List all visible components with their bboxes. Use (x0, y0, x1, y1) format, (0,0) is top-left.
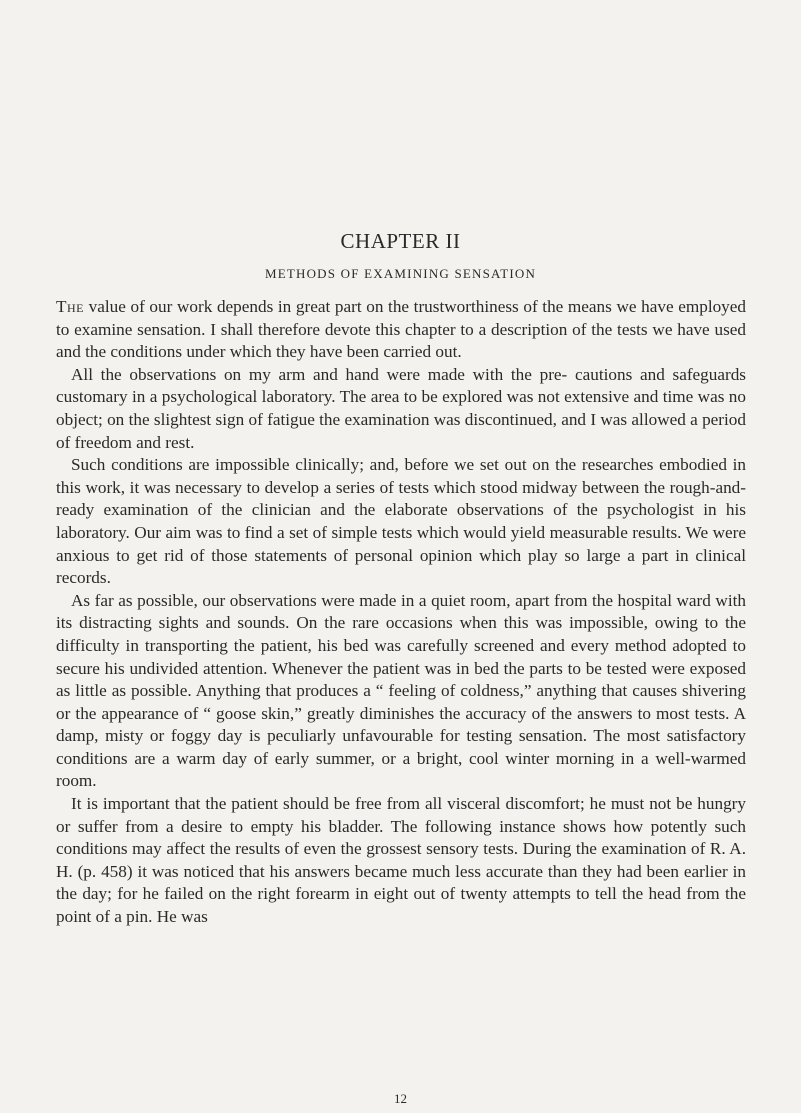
paragraph-5 (56, 793, 746, 929)
chapter-title: CHAPTER II (340, 229, 461, 253)
paragraph-text: All the observations on my arm and hand were made with the pre- cautions and safeguards customary in a psychological laboratory. The area to be explored was not extensive and time was no object; on the slightest sign of fatigue the examination was discontinued, and I was allowed a period of freedom and rest. (56, 364, 746, 452)
body-text (56, 296, 746, 929)
paragraph-lead-word: The (56, 297, 84, 316)
paragraph-3 (56, 454, 746, 590)
paragraph-text: As far as possible, our observations were made in a quiet room, apart from the hospital ward with its distracting sights and sounds. On the rare occasions when this was impossible, owing to the difficulty in transporting the patient, his bed was carefully screened and every method adopted to secure his undivided attention. Whenever the patient was in bed the parts to be tested were exposed as little as possible. Anything that produces a “ feeling of coldness,” anything that causes shivering or the appearance of “ goose skin,” greatly diminishes the accuracy of the answers to most tests. A damp, misty or foggy day is peculiarly unfavourable for testing sensation. The most satisfactory conditions are a warm day of early summer, or a bright, cool winter morning in a well-warmed room. (56, 590, 746, 791)
paragraph-text: It is important that the patient should be free from all visceral discomfort; he must not be hungry or suffer from a desire to empty his bladder. The following instance shows how potently such conditions may affect the results of even the grossest sensory tests. During the examination of R. A. H. (p. 458) it was noticed that his answers became much less accurate than they had been earlier in the day; for he failed on the right forearm in eight out of twenty attempts to tell the head from the point of a pin. He was (56, 794, 746, 927)
paragraph-1 (56, 296, 746, 364)
paragraph-text: Such conditions are impossible clinically; and, before we set out on the researches embodied in this work, it was necessary to develop a series of tests which stood midway between the rough-and-ready examination of the clinician and the elaborate observations of the psychologist in his laboratory. Our aim was to find a set of simple tests which would yield measurable results. We were anxious to get rid of those statements of personal opinion which play so large a part in clinical records. (56, 455, 746, 588)
section-title: METHODS OF EXAMINING SENSATION (264, 266, 537, 281)
paragraph-4 (56, 590, 746, 793)
paragraph-text: value of our work depends in great part on the trustworthiness of the means we have employed to examine sensation. I shall therefore devote this chapter to a description of the tests we have used and the conditions under which they have been carried out. (56, 297, 746, 362)
paragraph-2 (56, 364, 746, 454)
page-number: 12 (394, 1091, 407, 1106)
